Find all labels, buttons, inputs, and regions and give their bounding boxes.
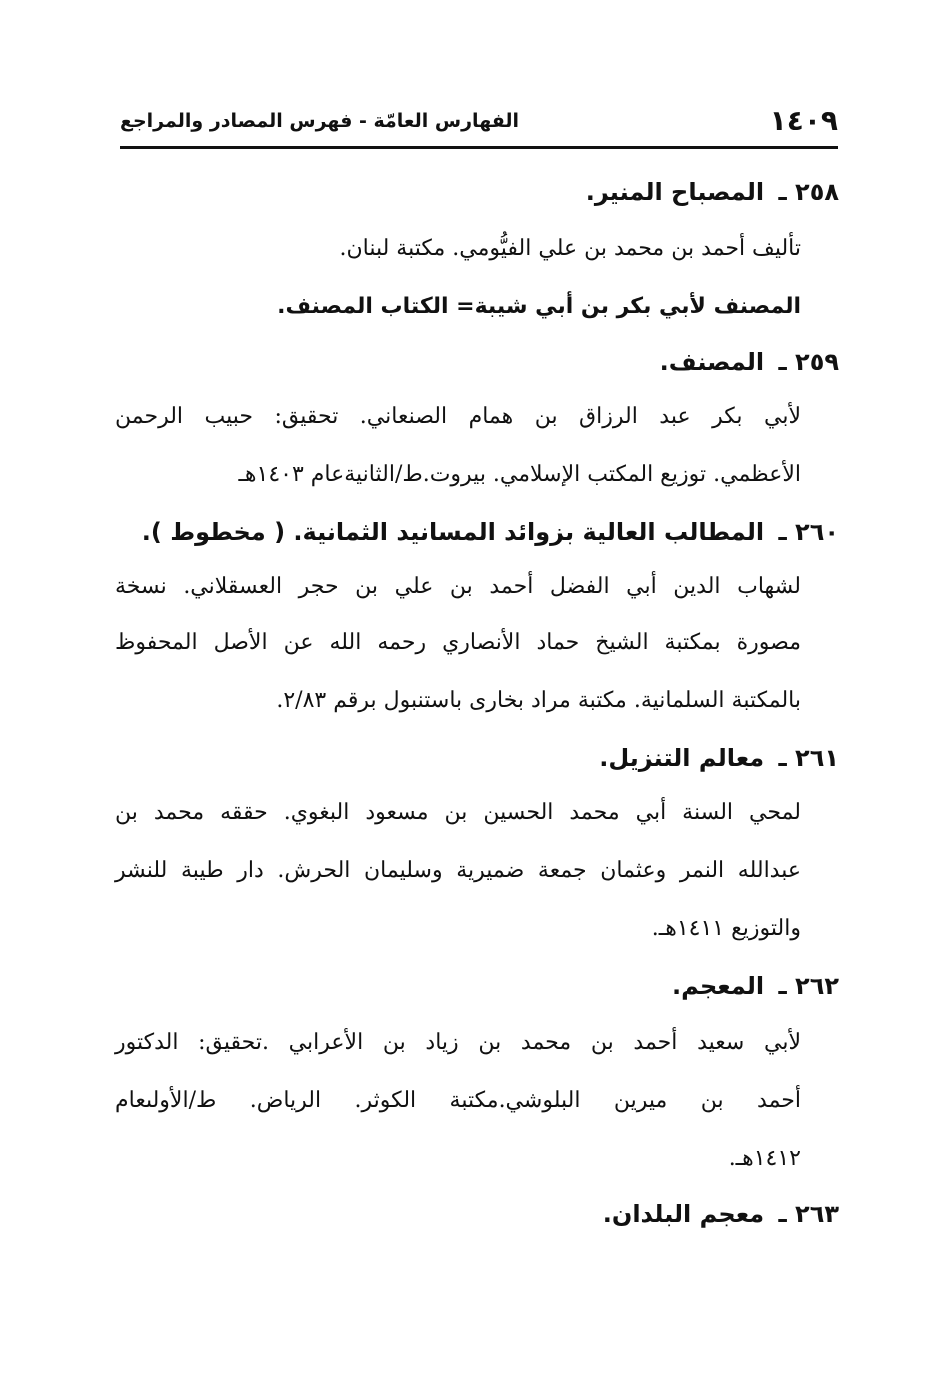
entry-title: معالم التنزيل. <box>599 744 765 772</box>
entry-line: مصورة بمكتبة الشيخ حماد الأنصاري رحمه الله عن الأصل المحفوظ <box>115 630 801 655</box>
entry-heading-258 <box>586 178 839 206</box>
entry-line: لمحي السنة أبي محمد الحسين بن مسعود البغوي. حققه محمد بن <box>115 800 801 825</box>
entry-title: المصنف. <box>659 348 765 376</box>
entry-heading-263 <box>603 1200 839 1228</box>
entry-line: والتوزيع ١٤١١هـ. <box>651 916 801 941</box>
entry-line: ١٤١٢هـ. <box>728 1146 801 1171</box>
entry-number: ٢٥٨ ـ <box>778 178 839 206</box>
running-title: الفهارس العامّة - فهرس المصادر والمراجع <box>120 110 520 132</box>
entry-title: معجم البلدان. <box>602 1200 765 1228</box>
entry-number: ٢٦١ ـ <box>778 744 839 772</box>
header-divider <box>120 146 838 149</box>
entry-title: المطالب العالية بزوائد المسانيد الثمانية. ( مخطوط ). <box>141 518 765 546</box>
entry-line: تأليف أحمد بن محمد بن علي الفيُّومي. مكتبة لبنان. <box>339 236 801 261</box>
entry-number: ٢٦٣ ـ <box>778 1200 839 1228</box>
page-number: ١٤٠٩ <box>769 104 838 137</box>
entry-number: ٢٦٢ ـ <box>778 972 839 1000</box>
entry-line: لشهاب الدين أبي الفضل أحمد بن علي بن حجر العسقلاني. نسخة <box>115 574 801 599</box>
entry-line: أحمد بن ميرين البلوشي.مكتبة الكوثر. الرياض. ط/الأولىعام <box>115 1088 801 1113</box>
entry-title: المصباح المنير. <box>585 178 765 206</box>
entry-number: ٢٥٩ ـ <box>778 348 839 376</box>
entry-heading-262 <box>672 972 839 1000</box>
entry-heading-261 <box>599 744 839 772</box>
entry-heading-260 <box>142 518 839 546</box>
entry-number: ٢٦٠ ـ <box>778 518 839 546</box>
entry-title: المعجم. <box>672 972 765 1000</box>
entry-line: لأبي بكر عبد الرزاق بن همام الصنعاني. تحقيق: حبيب الرحمن <box>115 404 801 429</box>
page-header <box>120 100 838 150</box>
entry-line: لأبي سعيد أحمد بن محمد بن زياد بن الأعرابي .تحقيق: الدكتور <box>115 1030 801 1055</box>
entry-line: عبدالله النمر وعثمان جمعة ضميرية وسليمان الحرش. دار طيبة للنشر <box>115 858 802 883</box>
entry-line: الأعظمي. توزيع المكتب الإسلامي. بيروت.ط/الثانيةعام ١٤٠٣هـ <box>238 462 801 487</box>
entry-crossref-line: المصنف لأبي بكر بن أبي شيبة= الكتاب المصنف. <box>277 294 801 319</box>
entry-heading-259 <box>660 348 839 376</box>
entry-line: بالمكتبة السلمانية. مكتبة مراد بخارى باستنبول برقم ٢/٨٣. <box>276 688 801 713</box>
